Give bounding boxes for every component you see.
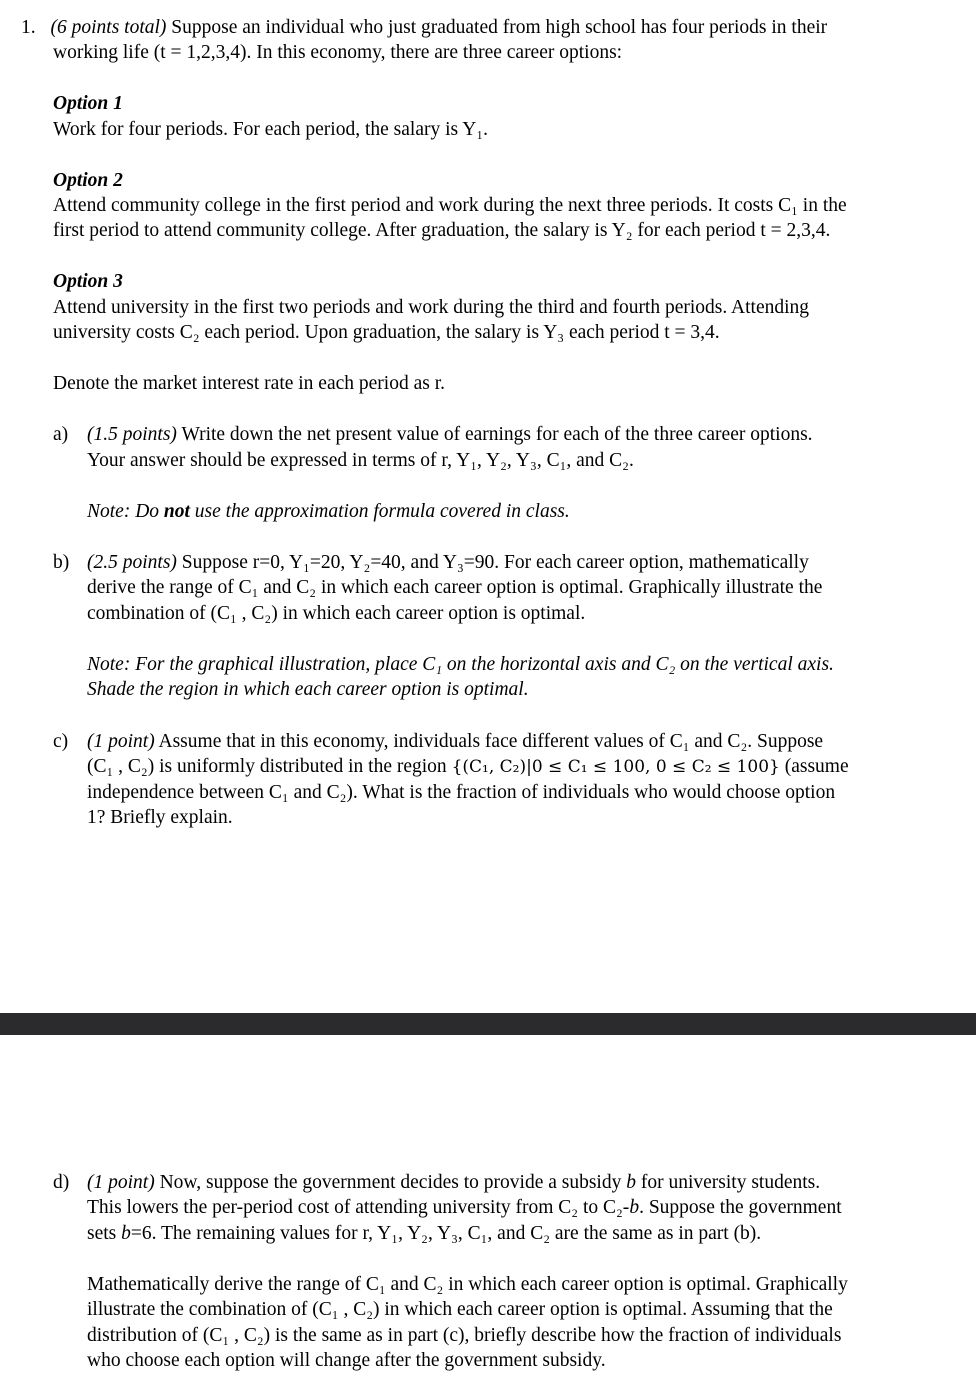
part-d-l1-post: for university students. [635,1172,821,1193]
part-c-line-2-post: (assume [779,756,849,777]
part-b-line-1 [87,550,809,576]
part-d-l1-pre: Now, suppose the government decides to provide a subsidy [159,1172,627,1193]
part-a-note-pre: Note: Do [87,501,164,522]
part-c-points: (1 point) [87,731,155,752]
part-a-text-1: Write down the net present value of earnings for each of the three career options. [181,424,813,445]
part-d-p2-line-1: Mathematically derive the range of C₁ and C₂ in which each career option is optimal. Graphically [87,1274,848,1295]
option-2-title: Option 2 [53,170,123,191]
part-c-label: c) [53,731,69,752]
part-c-line-2 [87,754,849,781]
option-1-title: Option 1 [53,93,123,114]
question-header [21,15,827,41]
part-c-line-3: independence between C₁ and C₂). What is the fraction of individuals who would choose option [87,782,836,803]
part-a-line-1 [87,422,813,448]
part-d-l3-post: =6. The remaining values for r, Y₁, Y₂, Y₃, C₁, and C₂ are the same as in part (b). [130,1223,762,1244]
question-number: 1. [21,17,36,38]
option-3-title: Option 3 [53,271,123,292]
part-d-l3-b: b [121,1223,131,1244]
part-d-l2-b: b [629,1197,640,1218]
part-c-text-1: Assume that in this economy, individuals face different values of C₁ and C₂. Suppose [158,731,824,752]
part-d-l1-b: b [626,1172,636,1193]
part-a-note-bold: not [163,501,190,522]
part-d-line-3 [87,1221,761,1247]
part-d-p2-line-3: distribution of (C₁ , C₂) is the same as in part (c), briefly describe how the fraction of individuals [87,1325,842,1346]
part-d-l3-pre: sets [87,1223,122,1244]
part-b-note-line-2: Shade the region in which each career option is optimal. [87,679,529,700]
part-b-line-2: derive the range of C₁ and C₂ in which each career option is optimal. Graphically illustrate the [87,577,823,598]
part-b-label: b) [53,552,70,573]
part-a-label: a) [53,424,69,445]
part-a-note-post: use the approximation formula covered in class. [189,501,570,522]
part-d-line-1 [87,1170,820,1196]
part-a-points: (1.5 points) [87,424,177,445]
page-break-divider [0,1013,976,1035]
interest-rate-note: Denote the market interest rate in each period as r. [53,373,445,394]
part-d-line-2 [87,1195,842,1221]
part-d-l2-pre: This lowers the per-period cost of attending university from C₂ to C₂- [87,1197,630,1218]
part-b-points: (2.5 points) [87,552,177,573]
part-b-line-3: combination of (C₁ , C₂) in which each career option is optimal. [87,603,586,624]
part-a-line-2: Your answer should be expressed in terms of r, Y₁, Y₂, Y₃, C₁, and C₂. [87,450,634,471]
part-c-line-2-pre: (C₁ , C₂) is uniformly distributed in the region [87,756,452,777]
part-c-line-1 [87,729,823,755]
part-b-note-line-1: Note: For the graphical illustration, place C₁ on the horizontal axis and C₂ on the vertical axis. [87,654,834,675]
part-d-label: d) [53,1172,70,1193]
part-a-note [87,499,570,525]
question-intro-line-2: working life (t = 1,2,3,4). In this economy, there are three career options: [53,42,623,63]
part-c-region-formula: {(C₁, C₂)|0 ≤ C₁ ≤ 100, 0 ≤ C₂ ≤ 100} [451,757,780,777]
part-b-text-1: Suppose r=0, Y₁=20, Y₂=40, and Y₃=90. For each career option, mathematically [181,552,809,573]
question-points: (6 points total) [50,17,167,38]
part-d-text-1 [160,1172,821,1193]
option-3-text-line-2: university costs C₂ each period. Upon graduation, the salary is Y₃ each period t = 3,4. [53,322,720,343]
option-1-text: Work for four periods. For each period, the salary is Y₁. [53,119,489,140]
part-d-p2-line-4: who choose each option will change after the government subsidy. [87,1350,606,1371]
option-2-text-line-1: Attend community college in the first period and work during the next three periods. It costs C₁ in the [53,195,847,216]
part-d-p2-line-2: illustrate the combination of (C₁ , C₂) in which each career option is optimal. Assuming that the [87,1299,833,1320]
question-intro-line-1: Suppose an individual who just graduated from high school has four periods in their [171,17,828,38]
part-d-points: (1 point) [87,1172,155,1193]
option-3-text-line-1: Attend university in the first two periods and work during the third and fourth periods. Attending [53,297,810,318]
part-d-l2-post: . Suppose the government [639,1197,842,1218]
option-2-text-line-2: first period to attend community college. After graduation, the salary is Y₂ for each period t = 2,3,4. [53,220,831,241]
part-c-line-4: 1? Briefly explain. [87,807,233,828]
